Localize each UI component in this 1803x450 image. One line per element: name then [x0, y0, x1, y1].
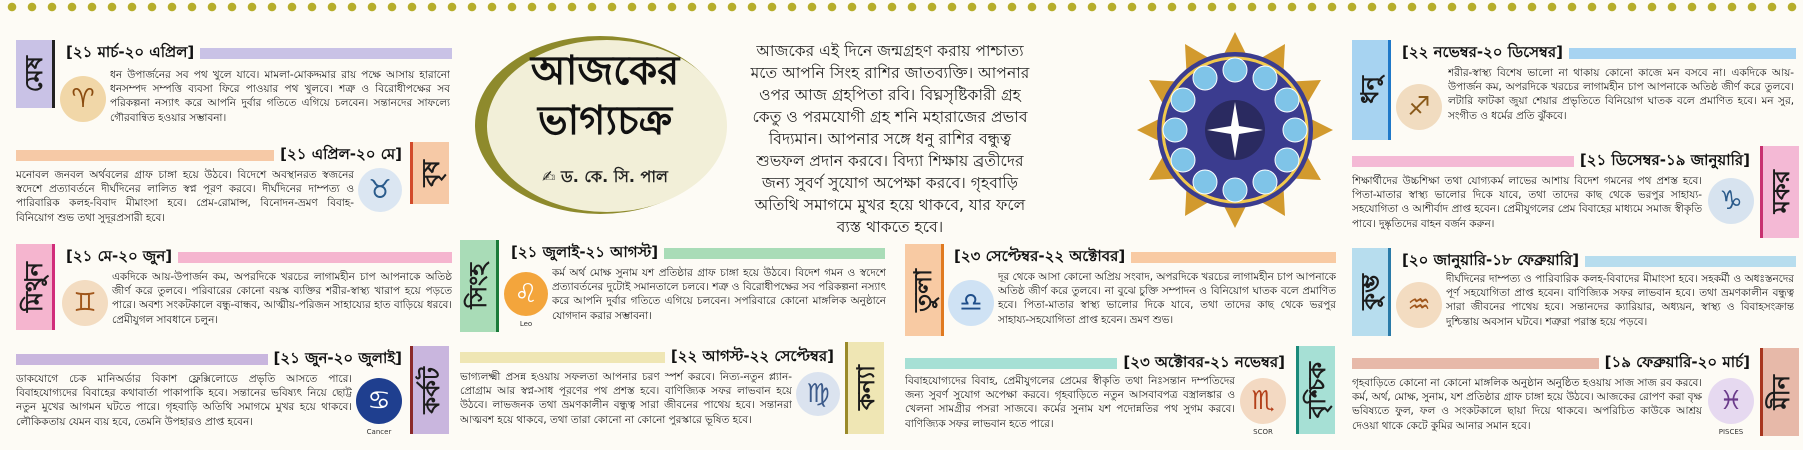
- horoscope-text-brishchik: বিবাহযোগ্যদের বিবাহ, প্রেমীযুগলের প্রেমের স্বীকৃতি তথা নিঃসন্তান দম্পতিদের জন্য সুবর্ণ সুযোগ অপেক্ষা করবে। গৃহবাড়িতে নতুন আসবাবপত্র বস্ত্রালঙ্কার ও খেলনা সামগ্রীর পসরা সাজবে। কর্মের সুনাম যশ পদোন্নতির পথ সুগম করবে। বাণিজ্যিক সফর লাভবান হতে পারে।: [905, 375, 1235, 430]
- date-range-mesh: [২১ মার্চ-২০ এপ্রিল]: [66, 42, 195, 61]
- sign-tab-mithun: মিথুন: [16, 244, 55, 330]
- dotted-border: [0, 0, 1803, 14]
- sign-tab-mesh: মেষ: [16, 40, 55, 108]
- capricorn-icon: ♑: [1708, 178, 1754, 224]
- scorpio-icon: ♏ SCOR: [1240, 378, 1286, 424]
- libra-icon: ♎: [948, 280, 994, 326]
- cancer-icon: ♋ Cancer: [356, 378, 402, 424]
- aries-icon: ♈: [60, 76, 106, 122]
- horoscope-text-kumbha: দীর্ঘদিনের দাম্পত্য ও পারিবারিক কলহ-বিবাদের মীমাংসা হবে। সহকর্মী ও অধঃস্তনদের পূর্ণ সহযোগিতা প্রাপ্ত হবেন। বাণিজ্যিক সফর লাভবান হবে। তথা ভ্রমণকালীন বন্ধুত্ব সারা জীবনের পাথেয় হবে। সন্তানদের ক্যারিয়ার, অধ্যয়ন, স্বাস্থ্য ও বিবাহসংক্রান্ত দুশ্চিন্তায় অবসান ঘটবে। শত্রুরা পরাস্ত হয়ে পড়বে।: [1446, 273, 1794, 328]
- horoscope-text-singha: কর্ম অর্থ মোক্ষ সুনাম যশ প্রতিষ্ঠার গ্রাফ চাঙ্গা হয়ে উঠবে। বিদেশ গমন ও স্বদেশে প্রত্যাবর্তনের দুটোই সমানতালে চলবে। শত্রু ও বিরোধীপক্ষের সব পরিকল্পনা নস্যাৎ করে আপনি দুর্বার গতিতে এগিয়ে চলবেন। সপরিবারে কোনো মাঙ্গলিক অনুষ্ঠানে যোগদান করার সম্ভাবনা।: [552, 267, 886, 322]
- sign-tab-kumbha: কুম্ভ: [1352, 248, 1391, 336]
- sign-tab-kanya: কন্যা: [845, 342, 884, 434]
- pisces-icon: ♓ PISCES: [1708, 378, 1754, 424]
- date-range-makar: [২১ ডিসেম্বর-১৯ জানুয়ারি]: [1579, 150, 1750, 169]
- intro-paragraph: আজকের এই দিনে জন্মগ্রহণ করায় পাশ্চাত্য মতে আপনি সিংহ রাশির জাতব্যক্তি। আপনার ওপর আজ গ্রহপিতা রবি। বিঘ্নসৃষ্টিকারী গ্রহ কেতু ও পরমযোগী গ্রহ শনি মহারাজের প্রভাব বিদ্যমান। আপনার সঙ্গে ধনু রাশির বন্ধুত্ব শুভফল প্রদান করবে। বিদ্যা শিক্ষায় ব্রতীদের জন্য সুবর্ণ সুযোগ অপেক্ষা করবে। গৃহবাড়ি অতিথি সমাগমে মুখর হয়ে থাকবে, যার ফলে ব্যস্ত থাকতে হবে।: [750, 42, 1030, 236]
- date-range-brishchik: [২৩ অক্টোবর-২১ নভেম্বর]: [1123, 352, 1285, 371]
- horoscope-text-tula: দূর থেকে আসা কোনো অপ্রিয় সংবাদ, অপরদিকে খরচের লাগামহীন চাপ আপনাকে অতিষ্ঠ জীর্ণ করে তুলবে। না বুঝে চুক্তি সম্পাদন ও বিনিয়োগ ঘাতক বলে প্রমাণিত হবে। পিতা-মাতার স্বাস্থ্য ভালোর দিকে যাবে, তথা তাদের কাছ থেকে ভরপুর সাহায্য-সহযোগিতা প্রাপ্ত হবেন। ভ্রমণ শুভ।: [998, 271, 1336, 326]
- horoscope-text-meen: গৃহবাড়িতে কোনো না কোনো মাঙ্গলিক অনুষ্ঠান অনুষ্ঠিত হওয়ায় সাজ সাজ রব করবে। কর্ম, অর্থ, মোক্ষ, সুনাম, যশ প্রতিষ্ঠার গ্রাফ চাঙ্গা হয়ে উঠবে। আজকের রোপণ করা বৃক্ষ ভবিষ্যতে ফুল, ফল ও সংকটকালে ছায়া দিয়ে থাকবে। অপরিচিত কাউকে আশ্রয় দেওয়া থাকে কেটে কুমির আনার সমান হবে।: [1352, 377, 1702, 432]
- horoscope-text-mesh: ধন উপার্জনের সব পথ খুলে যাবে। মামলা-মোকদ্দমার রায় পক্ষে আসায় হারানো ধনসম্পদ সম্পত্তি ব্যবসা ফিরে পাওয়ার পথ খুলবে। শত্রু ও বিরোধীপক্ষের সব পরিকল্পনা নস্যাৎ করে আপনি দুর্বার গতিতে এগিয়ে চলবেন। সন্তানদের সাফল্যে গৌরবান্বিত হওয়ার সম্ভাবনা।: [110, 69, 450, 124]
- gemini-icon: ♊: [62, 280, 108, 326]
- horoscope-text-dhanu: শরীর-স্বাস্থ্য বিশেষ ভালো না থাকায় কোনো কাজে মন বসবে না। একদিকে আয়-উপার্জন কম, অপরদিকে খরচের লাগামহীন চাপ আপনাকে অতিষ্ঠ জীর্ণ করে তুলবে। লটারি ফাটকা জুয়া শেয়ার প্রভৃতিতে বিনিয়োগ ঘাতক বলে প্রমাণিত হবে। মন সুর, সংগীত ও ধর্মের প্রতি ঝুঁকবে।: [1448, 67, 1794, 122]
- author-byline: ✍ ড. কে. সি. পাল: [542, 167, 668, 186]
- horoscope-text-kanya: ভাগ্যলক্ষ্মী প্রসন্ন হওয়ায় সফলতা আপনার চরণ স্পর্শ করবে। নিত্য-নতুন প্ল্যান-প্রোগ্রাম আর স্বপ্ন-সাধ পূরণের পথ প্রশস্ত হবে। বাণিজ্যিক সফর লাভবান হয়ে উঠবে। লাভজনক তথা ভ্রমণকালীন বন্ধুত্ব সারা জীবনের পাথেয় হবে। সন্তানরা আত্মবশ হয়ে থাকবে, তথা তারা কোনো না কোনো পুরস্কারে ভূষিত হবে।: [460, 371, 792, 426]
- date-range-meen: [১৯ ফেব্রুয়ারি-২০ মার্চ]: [1604, 352, 1750, 371]
- sign-tab-dhanu: ধনু: [1352, 40, 1391, 140]
- date-range-kanya: [২২ আগস্ট-২২ সেপ্টেম্বর]: [670, 346, 834, 365]
- zodiac-wheel-icon: [1135, 30, 1335, 230]
- date-range-brisha: [২১ এপ্রিল-২০ মে]: [280, 144, 402, 163]
- virgo-icon: ♍: [796, 372, 840, 416]
- sign-tab-brishchik: বৃশ্চিক: [1296, 346, 1335, 434]
- title-emblem: [475, 36, 735, 216]
- sign-tab-singha: সিংহ: [460, 240, 499, 332]
- leo-icon: ♌ Leo: [504, 272, 548, 316]
- sign-tab-brisha: বৃষ: [410, 142, 449, 204]
- taurus-icon: ♉: [358, 168, 402, 212]
- date-range-karkat: [২১ জুন-২০ জুলাই]: [273, 348, 402, 367]
- date-range-mithun: [২১ মে-২০ জুন]: [66, 246, 173, 265]
- page-title: আজকের ভাগ্যচক্র: [530, 48, 680, 144]
- horoscope-text-brisha: মনোবল জনবল অর্থবলের গ্রাফ চাঙ্গা হয়ে উঠবে। বিদেশে অবস্থানরত স্বজনের স্বদেশে প্রত্যাবর্তনে দীর্ঘদিনের লালিত স্বপ্ন পূরণ করবে। দীর্ঘদিনের দাম্পত্য ও পারিবারিক কলহ-বিবাদ মীমাংসা হবে। প্রেম-রোমান্স, বিনোদন-ভ্রমণ বিবাহ-বিনিয়োগ শুভ তথা সুদূরপ্রসারী হবে।: [16, 169, 354, 224]
- horoscope-text-karkat: ডাকযোগে চেক মানিঅর্ডার বিকাশ ফ্লেক্সিলোডে প্রভৃতি আসতে পারে। বিবাহযোগ্যদের বিবাহের কথাবার্তা পাকাপাকি হবে। সন্তানের ভবিষ্যৎ নিয়ে ছোট্ট নতুন মুখের আগমন ঘটতে পারে। গৃহবাড়ি অতিথি সমাগমে মুখর হয়ে থাকবে। লৌকিকতায় যেমন ব্যয় হবে, তেমনি উপহারও প্রাপ্ত হবেন।: [16, 373, 352, 428]
- aquarius-icon: ♒: [1396, 282, 1442, 328]
- horoscope-text-mithun: একদিকে আয়-উপার্জন কম, অপরদিকে খরচের লাগামহীন চাপ আপনাকে অতিষ্ঠ জীর্ণ করে তুলবে। পরিবারের কোনো বয়স্ক ব্যক্তির শরীর-স্বাস্থ্য খারাপ হয়ে পড়তে পারে। অবশ্য সংকটকালে বন্ধু-বান্ধব, আত্মীয়-পরিজন সাহায্যের হাত বাড়িয়ে ধরবে। প্রেমীযুগল সাবধানে চলুন।: [112, 271, 452, 326]
- sign-tab-karkat: কর্কট: [410, 346, 449, 434]
- date-range-kumbha: [২০ জানুয়ারি-১৮ ফেব্রুয়ারি]: [1402, 250, 1580, 269]
- date-range-tula: [২৩ সেপ্টেম্বর-২২ অক্টোবর]: [954, 246, 1126, 265]
- date-range-singha: [২১ জুলাই-২১ আগস্ট]: [511, 242, 659, 261]
- date-range-dhanu: [২২ নভেম্বর-২০ ডিসেম্বর]: [1402, 42, 1563, 61]
- sign-tab-tula: তুলা: [905, 244, 944, 336]
- horoscope-text-makar: শিক্ষার্থীদের উচ্চশিক্ষা তথা যোগ্যকর্ম লাভের আশায় বিদেশ গমনের পথ প্রশস্ত হবে। পিতা-মাতার স্বাস্থ্য ভালোর দিকে যাবে, তথা তাদের কাছ থেকে ভরপুর সাহায্য-সহযোগিতা ও আশীর্বাদ প্রাপ্ত হবেন। প্রেমীযুগলের প্রেম বিবাহের মাধ্যমে সমাজ স্বীকৃতি পাবে। দুষ্কৃতিদের বাহন বর্জন করুন।: [1352, 175, 1702, 230]
- sign-tab-makar: মকর: [1760, 146, 1799, 238]
- sagittarius-icon: ♐: [1396, 84, 1442, 130]
- sign-tab-meen: মীন: [1760, 348, 1799, 436]
